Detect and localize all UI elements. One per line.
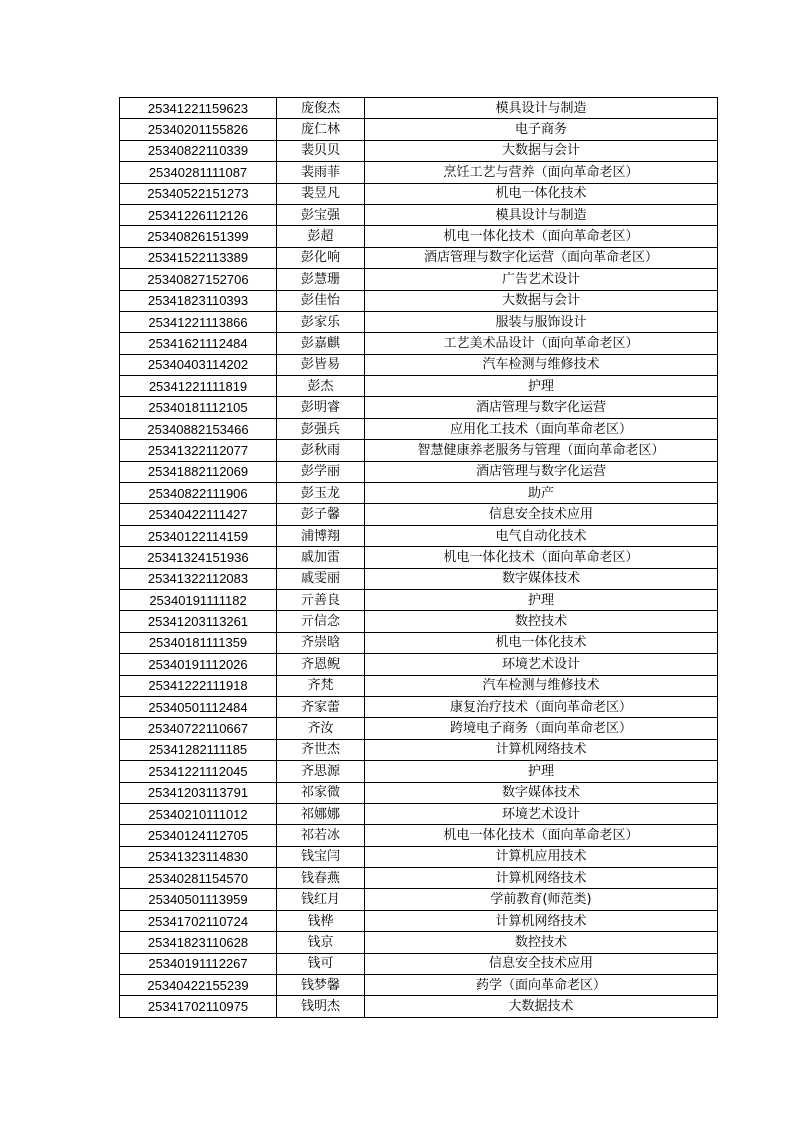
- major-cell: 计算机网络技术: [365, 739, 718, 760]
- major-cell: 酒店管理与数字化运营: [365, 461, 718, 482]
- student-id-cell: 25340422155239: [120, 975, 277, 996]
- table-row: [120, 568, 718, 589]
- table-row: [120, 98, 718, 119]
- student-name-cell: 浦博翔: [277, 525, 365, 546]
- major-cell: 烹饪工艺与营养（面向革命老区）: [365, 162, 718, 183]
- student-name-cell: 亓信念: [277, 611, 365, 632]
- major-cell: 信息安全技术应用: [365, 504, 718, 525]
- table-row: [120, 761, 718, 782]
- student-id-cell: 25341221111819: [120, 376, 277, 397]
- student-name-cell: 齐恩鲵: [277, 654, 365, 675]
- table-row: [120, 247, 718, 268]
- student-name-cell: 齐梵: [277, 675, 365, 696]
- table-row: [120, 418, 718, 439]
- student-name-cell: 钱梦馨: [277, 975, 365, 996]
- table-row: [120, 910, 718, 931]
- major-cell: 工艺美术品设计（面向革命老区）: [365, 333, 718, 354]
- table-row: [120, 269, 718, 290]
- student-name-cell: 齐汝: [277, 718, 365, 739]
- table-row: [120, 846, 718, 867]
- table-row: [120, 119, 718, 140]
- student-name-cell: 彭化响: [277, 247, 365, 268]
- student-name-cell: 裴贝贝: [277, 140, 365, 161]
- student-id-cell: 25340501113959: [120, 889, 277, 910]
- student-id-cell: 25341882112069: [120, 461, 277, 482]
- student-name-cell: 彭玉龙: [277, 483, 365, 504]
- major-cell: 数控技术: [365, 611, 718, 632]
- table-row: [120, 953, 718, 974]
- student-id-cell: 25341823110628: [120, 932, 277, 953]
- major-cell: 汽车检测与维修技术: [365, 354, 718, 375]
- table-row: [120, 675, 718, 696]
- major-cell: 康复治疗技术（面向革命老区）: [365, 696, 718, 717]
- table-row: [120, 226, 718, 247]
- major-cell: 药学（面向革命老区）: [365, 975, 718, 996]
- student-name-cell: 裴雨菲: [277, 162, 365, 183]
- table-row: [120, 461, 718, 482]
- student-name-cell: 钱京: [277, 932, 365, 953]
- major-cell: 数字媒体技术: [365, 782, 718, 803]
- table-row: [120, 525, 718, 546]
- table-row: [120, 975, 718, 996]
- major-cell: 大数据技术: [365, 996, 718, 1017]
- student-name-cell: 钱红月: [277, 889, 365, 910]
- student-id-cell: 25341323114830: [120, 846, 277, 867]
- student-name-cell: 亓善良: [277, 589, 365, 610]
- table-row: [120, 311, 718, 332]
- table-row: [120, 889, 718, 910]
- student-id-cell: 25340281111087: [120, 162, 277, 183]
- student-name-cell: 祁若冰: [277, 825, 365, 846]
- student-id-cell: 25340882153466: [120, 418, 277, 439]
- student-id-cell: 25341203113791: [120, 782, 277, 803]
- student-name-cell: 彭慧珊: [277, 269, 365, 290]
- student-id-cell: 25341282111185: [120, 739, 277, 760]
- major-cell: 酒店管理与数字化运营: [365, 397, 718, 418]
- major-cell: 智慧健康养老服务与管理（面向革命老区）: [365, 440, 718, 461]
- student-id-cell: 25341226112126: [120, 204, 277, 225]
- table-row: [120, 397, 718, 418]
- table-row: [120, 611, 718, 632]
- table-row: [120, 782, 718, 803]
- student-name-cell: 戚加雷: [277, 547, 365, 568]
- major-cell: 模具设计与制造: [365, 98, 718, 119]
- major-cell: 大数据与会计: [365, 290, 718, 311]
- student-name-cell: 齐家蕾: [277, 696, 365, 717]
- major-cell: 信息安全技术应用: [365, 953, 718, 974]
- table-row: [120, 696, 718, 717]
- student-id-cell: 25340124112705: [120, 825, 277, 846]
- student-id-cell: 25341221112045: [120, 761, 277, 782]
- table-row: [120, 162, 718, 183]
- table-row: [120, 440, 718, 461]
- major-cell: 计算机应用技术: [365, 846, 718, 867]
- major-cell: 电气自动化技术: [365, 525, 718, 546]
- student-id-cell: 25341702110975: [120, 996, 277, 1017]
- student-name-cell: 祁娜娜: [277, 803, 365, 824]
- student-name-cell: 彭皆易: [277, 354, 365, 375]
- student-name-cell: 钱可: [277, 953, 365, 974]
- major-cell: 助产: [365, 483, 718, 504]
- student-id-cell: 25340181111359: [120, 632, 277, 653]
- student-name-cell: 钱宝闫: [277, 846, 365, 867]
- student-id-cell: 25341322112077: [120, 440, 277, 461]
- major-cell: 护理: [365, 376, 718, 397]
- table-row: [120, 739, 718, 760]
- student-id-cell: 25341322112083: [120, 568, 277, 589]
- student-name-cell: 彭子馨: [277, 504, 365, 525]
- major-cell: 机电一体化技术（面向革命老区）: [365, 547, 718, 568]
- table-row: [120, 354, 718, 375]
- student-id-cell: 25341702110724: [120, 910, 277, 931]
- major-cell: 广告艺术设计: [365, 269, 718, 290]
- student-id-cell: 25340822111906: [120, 483, 277, 504]
- student-name-cell: 裴昱凡: [277, 183, 365, 204]
- table-row: [120, 825, 718, 846]
- major-cell: 护理: [365, 589, 718, 610]
- student-name-cell: 彭超: [277, 226, 365, 247]
- major-cell: 机电一体化技术（面向革命老区）: [365, 226, 718, 247]
- major-cell: 数控技术: [365, 932, 718, 953]
- student-name-cell: 彭强兵: [277, 418, 365, 439]
- admission-roster-table: [119, 97, 718, 1018]
- major-cell: 机电一体化技术（面向革命老区）: [365, 825, 718, 846]
- student-name-cell: 齐世杰: [277, 739, 365, 760]
- table-row: [120, 504, 718, 525]
- student-id-cell: 25341823110393: [120, 290, 277, 311]
- student-id-cell: 25340522151273: [120, 183, 277, 204]
- major-cell: 计算机网络技术: [365, 868, 718, 889]
- roster-table-body: [120, 98, 718, 1018]
- table-row: [120, 376, 718, 397]
- table-row: [120, 333, 718, 354]
- student-name-cell: 彭明睿: [277, 397, 365, 418]
- student-id-cell: 25340722110667: [120, 718, 277, 739]
- major-cell: 学前教育(师范类): [365, 889, 718, 910]
- table-row: [120, 140, 718, 161]
- student-id-cell: 25340210111012: [120, 803, 277, 824]
- student-name-cell: 祁家微: [277, 782, 365, 803]
- table-row: [120, 547, 718, 568]
- major-cell: 机电一体化技术: [365, 632, 718, 653]
- table-row: [120, 932, 718, 953]
- student-id-cell: 25340827152706: [120, 269, 277, 290]
- student-id-cell: 25340281154570: [120, 868, 277, 889]
- major-cell: 计算机网络技术: [365, 910, 718, 931]
- major-cell: 护理: [365, 761, 718, 782]
- major-cell: 大数据与会计: [365, 140, 718, 161]
- student-id-cell: 25340422111427: [120, 504, 277, 525]
- student-id-cell: 25340191111182: [120, 589, 277, 610]
- table-row: [120, 204, 718, 225]
- major-cell: 数字媒体技术: [365, 568, 718, 589]
- student-name-cell: 齐思源: [277, 761, 365, 782]
- student-id-cell: 25340403114202: [120, 354, 277, 375]
- student-id-cell: 25340122114159: [120, 525, 277, 546]
- student-id-cell: 25340501112484: [120, 696, 277, 717]
- major-cell: 汽车检测与维修技术: [365, 675, 718, 696]
- table-row: [120, 483, 718, 504]
- table-row: [120, 654, 718, 675]
- student-id-cell: 25340826151399: [120, 226, 277, 247]
- student-id-cell: 25341621112484: [120, 333, 277, 354]
- table-row: [120, 589, 718, 610]
- table-row: [120, 290, 718, 311]
- student-id-cell: 25340191112026: [120, 654, 277, 675]
- major-cell: 酒店管理与数字化运营（面向革命老区）: [365, 247, 718, 268]
- student-id-cell: 25340181112105: [120, 397, 277, 418]
- student-name-cell: 彭杰: [277, 376, 365, 397]
- student-id-cell: 25340201155826: [120, 119, 277, 140]
- student-name-cell: 彭学丽: [277, 461, 365, 482]
- student-id-cell: 25341222111918: [120, 675, 277, 696]
- student-id-cell: 25341203113261: [120, 611, 277, 632]
- student-name-cell: 彭秋雨: [277, 440, 365, 461]
- major-cell: 跨境电子商务（面向革命老区）: [365, 718, 718, 739]
- table-row: [120, 803, 718, 824]
- student-name-cell: 钱春燕: [277, 868, 365, 889]
- table-row: [120, 183, 718, 204]
- major-cell: 机电一体化技术: [365, 183, 718, 204]
- student-name-cell: 彭佳怡: [277, 290, 365, 311]
- table-row: [120, 718, 718, 739]
- student-id-cell: 25340822110339: [120, 140, 277, 161]
- table-row: [120, 868, 718, 889]
- major-cell: 应用化工技术（面向革命老区）: [365, 418, 718, 439]
- student-name-cell: 戚雯丽: [277, 568, 365, 589]
- student-name-cell: 庞仁林: [277, 119, 365, 140]
- student-name-cell: 彭家乐: [277, 311, 365, 332]
- student-id-cell: 25340191112267: [120, 953, 277, 974]
- student-name-cell: 齐崇晗: [277, 632, 365, 653]
- student-name-cell: 彭宝强: [277, 204, 365, 225]
- student-name-cell: 彭嘉麒: [277, 333, 365, 354]
- student-name-cell: 庞俊杰: [277, 98, 365, 119]
- table-row: [120, 632, 718, 653]
- major-cell: 服装与服饰设计: [365, 311, 718, 332]
- student-id-cell: 25341221113866: [120, 311, 277, 332]
- student-id-cell: 25341522113389: [120, 247, 277, 268]
- table-row: [120, 996, 718, 1017]
- student-id-cell: 25341221159623: [120, 98, 277, 119]
- student-name-cell: 钱桦: [277, 910, 365, 931]
- document-page: [119, 97, 718, 1018]
- major-cell: 模具设计与制造: [365, 204, 718, 225]
- major-cell: 环境艺术设计: [365, 803, 718, 824]
- major-cell: 环境艺术设计: [365, 654, 718, 675]
- student-name-cell: 钱明杰: [277, 996, 365, 1017]
- major-cell: 电子商务: [365, 119, 718, 140]
- student-id-cell: 25341324151936: [120, 547, 277, 568]
